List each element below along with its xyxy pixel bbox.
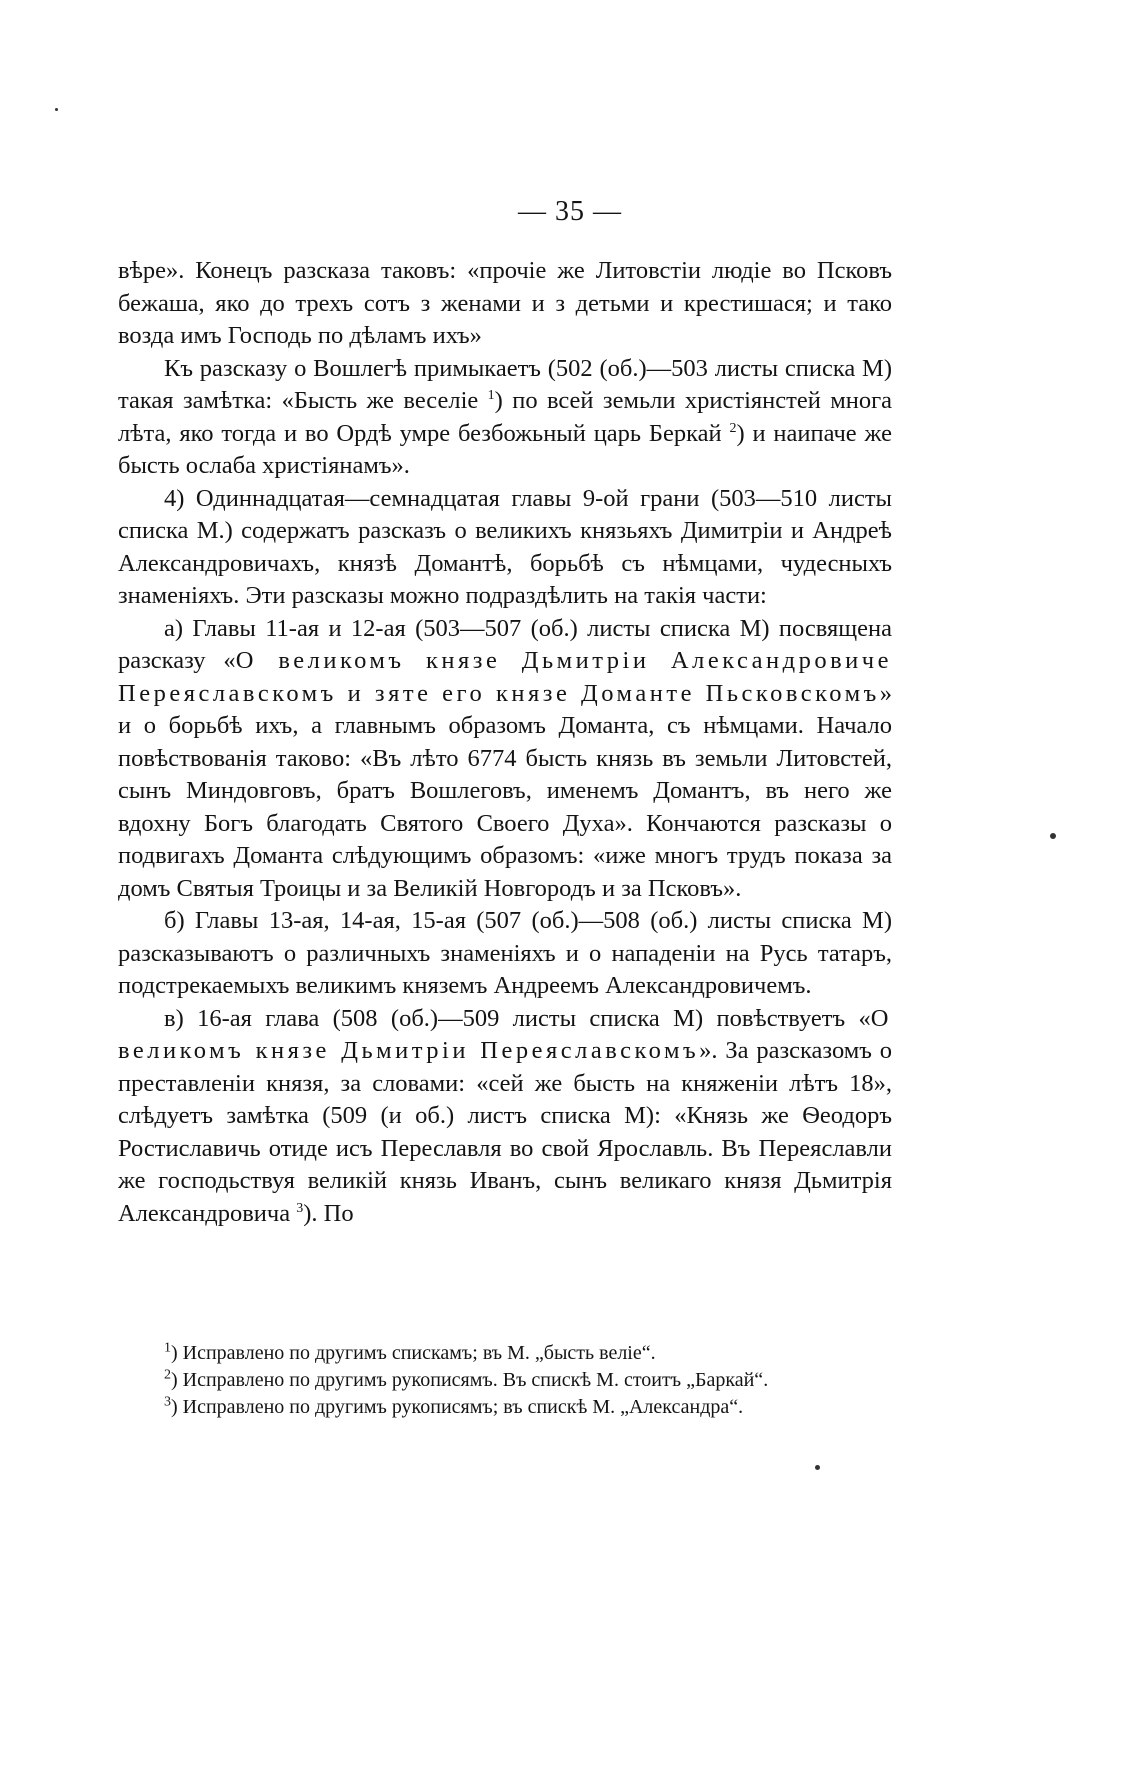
text-run: » и о борьбѣ ихъ, а главнымъ образомъ Доманта, съ нѣмцами. Начало повѣствованія таково: «Въ лѣто 6774 бысть князь въ земьли Литовстей, сынъ Миндовговъ, братъ Вошлеговъ, именемъ Домантъ, въ него же вдохну Богъ благодать Святого Своего Духа». Кончаются разсказы о подвигахъ Доманта слѣдующимъ образомъ: «иже многъ трудъ показа за домъ Святыя Троицы и за Великій Новгородъ и за Псковъ».	[118, 679, 892, 902]
footnotes	[118, 1340, 892, 1421]
text-run: Къ разсказу о Вошлегѣ примыкаетъ (502 (об.)—503 листы списка М) такая замѣтка: «Бысть же веселіе	[118, 354, 892, 414]
paragraph-chapters-11-17: 4) Одиннадцатая—семнадцатая главы 9-ой грани (503—510 листы списка М.) содержатъ разсказъ о великихъ князьяхъ Димитріи и Андреѣ Александровичахъ, князѣ Домантѣ, борьбѣ съ нѣмцами, чудесныхъ знаменіяхъ. Эти разсказы можно подраздѣлить на такія части:	[118, 484, 892, 609]
footnote-ref: 3	[296, 1200, 304, 1216]
spaced-title: О великомъ князе Дьмитріи Переяславскомъ	[118, 1004, 892, 1064]
text-run: ) и наипаче же бысть ослаба христіянамъ».	[118, 419, 892, 479]
scan-speck	[55, 108, 58, 111]
text-run: ). По	[303, 1199, 354, 1227]
spaced-title: О великомъ князе Дьмитріи Александровиче Переяславскомъ и зяте его князе Доманте Пьсковскомъ	[118, 647, 892, 707]
paragraph-section-v	[118, 1003, 892, 1231]
paragraph-section-b: б) Главы 13-ая, 14-ая, 15-ая (507 (об.)—508 (об.) листы списка М) разсказываютъ о различныхъ знаменіяхъ и о нападеніи на Русь татаръ, подстрекаемыхъ великимъ княземъ Андреемъ Александровичемъ.	[118, 907, 892, 999]
footnote-ref: 1	[487, 387, 495, 403]
text-run: в) 16-ая глава (508 (об.)—509 листы списка М) повѣствуетъ «	[164, 1004, 871, 1032]
paragraph-voshleg	[118, 353, 892, 483]
body-text	[118, 255, 892, 1230]
footnote-2	[118, 1367, 892, 1394]
footnote-text: ) Исправлено по другимъ рукописямъ; въ спискѣ М. „Александра“.	[171, 1396, 744, 1418]
paragraph-continuation: вѣре». Конецъ разсказа таковъ: «прочіе же Литовстіи людіе во Псковъ бежаша, яко до трехъ сотъ з женами и з детьми и крестишася; и тако возда имъ Господь по дѣламъ ихъ»	[118, 257, 892, 349]
footnote-ref: 2	[729, 420, 737, 436]
footnote-1	[118, 1340, 892, 1367]
page-number: — 35 —	[518, 196, 622, 227]
footnote-mark: 1	[164, 1340, 171, 1356]
footnote-mark: 2	[164, 1367, 171, 1383]
footnote-text: ) Исправлено по другимъ рукописямъ. Въ спискѣ М. стоитъ „Баркай“.	[171, 1369, 769, 1391]
footnote-mark: 3	[164, 1394, 171, 1410]
footnote-3	[118, 1394, 892, 1421]
text-run: ». За разсказомъ о преставленіи князя, за словами: «сей же бысть на княженіи лѣтъ 18», слѣдуетъ замѣтка (509 (и об.) листъ списка М): «Князь же Ѳеодоръ Ростиславичь отиде исъ Переславля во свой Ярославль. Въ Переяславли же господьствуя великій князь Иванъ, сынъ великаго князя Дьмитрія Александровича	[118, 1037, 892, 1227]
text-run: ) по всей земьли христіянстей многа лѣта, яко тогда и во Ордѣ умре безбожьный царь Беркай	[118, 387, 892, 447]
scan-speck	[1050, 833, 1056, 839]
paragraph-section-a	[118, 613, 892, 906]
scan-speck	[815, 1465, 820, 1470]
text-run: а) Главы 11-ая и 12-ая (503—507 (об.) листы списка М) посвящена разсказу «	[118, 614, 892, 674]
footnote-text: ) Исправлено по другимъ спискамъ; въ М. „бысть веліе“.	[171, 1342, 656, 1364]
